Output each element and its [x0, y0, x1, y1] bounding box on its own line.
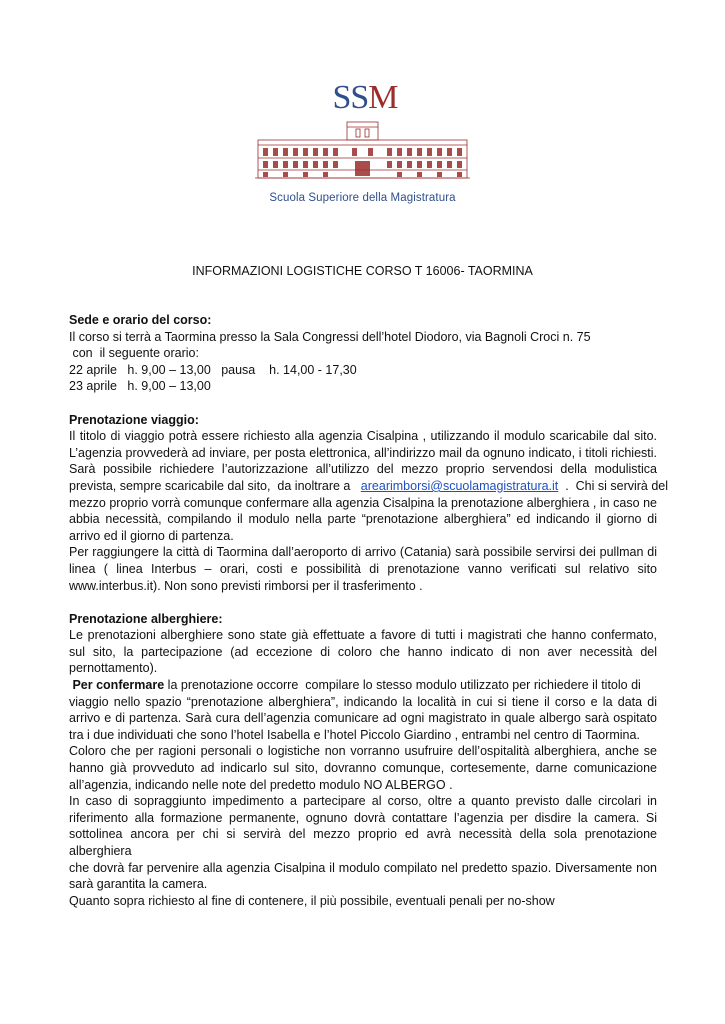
body-line: viaggio nello spazio “prenotazione alberghiera”, indicando la località in cui si tiene il corso e la data di — [69, 694, 657, 709]
body-line-email — [69, 478, 669, 495]
body-line: sottolinea ancora per chi si servirà del mezzo proprio ed avrà necessità della sola prenotazione alberghiera — [69, 827, 657, 858]
body-line: www.interbus.it). Non sono previsti rimborsi per il trasferimento . — [69, 578, 423, 593]
body-line: L’agenzia provvederà ad inviare, per posta elettronica, all’indirizzo mail da ognuno indicato, i titoli richiesti. — [69, 445, 657, 460]
body-line: sul sito, la partecipazione (ad eccezione di coloro che hanno indicato di non aver necessità del — [69, 644, 657, 659]
body-line: Le prenotazioni alberghiere sono state già effettuate a favore di tutti i magistrati che hanno confermato, — [69, 628, 657, 643]
building-illustration — [255, 120, 470, 180]
body-line: arrivo e di partenza. Sarà cura dell’agenzia comunicare ad ogni magistrato in quale albergo sarà ospitato — [69, 711, 657, 726]
body-line: Sarà possibile richiedere l’autorizzazione all’utilizzo del mezzo proprio servendosi della modulistica — [69, 462, 657, 477]
body-line: Coloro che per ragioni personali o logistiche non vorranno usufruire dell’ospitalità alberghiera, anche se — [69, 744, 657, 759]
body-line: Quanto sopra richiesto al fine di contenere, il più possibile, eventuali penali per no-show — [69, 893, 555, 908]
body-line: hanno già provveduto ad indicarlo sul sito, dovranno comunque, cortesemente, darne comunicazione — [69, 761, 657, 776]
ssm-logo — [255, 78, 470, 218]
logo-monogram — [325, 78, 405, 118]
body-text: la prenotazione occorre compilare lo stesso modulo utilizzato per richiedere il titolo di — [164, 678, 641, 693]
confirm-bold-text: Per confermare — [69, 678, 165, 693]
body-line: Il corso si terrà a Taormina presso la Sala Congressi dell’hotel Diodoro, via Bagnoli Croci n. 75 — [69, 329, 591, 344]
body-line: tra i due individuati che sono l’hotel Isabella e l’hotel Piccolo Giardino , entrambi nel centro di Taormina. — [69, 727, 640, 742]
body-line: Il titolo di viaggio potrà essere richiesto alla agenzia Cisalpina , utilizzando il modulo scaricabile dal sito. — [69, 429, 657, 444]
logo-school-name: Scuola Superiore della Magistratura — [269, 192, 456, 204]
body-line: all’agenzia, indicando nelle note del predetto modulo NO ALBERGO . — [69, 777, 453, 792]
body-line: Per raggiungere la città di Taormina dall’aeroporto di arrivo (Catania) sarà possibile servirsi dei pullman di — [69, 545, 657, 560]
body-line: mezzo proprio vorrà comunque confermare alla agenzia Cisalpina la prenotazione alberghiera , in caso ne — [69, 495, 657, 510]
body-line: In caso di sopraggiunto impedimento a partecipare al corso, oltre a quanto previsto dalle circolari in — [69, 794, 657, 809]
body-line: con il seguente orario: — [69, 346, 199, 361]
logo-letters-ss: SS — [332, 79, 369, 116]
body-line-confirm — [69, 677, 657, 694]
body-line: sarà garantita la camera. — [69, 877, 208, 892]
body-line: pernottamento). — [69, 661, 158, 676]
body-line: abbia necessità, compilando il modulo nella parte “prenotazione alberghiera” ed indicando il giorno di — [69, 512, 657, 527]
section-heading-sede: Sede e orario del corso: — [69, 313, 212, 327]
body-line: linea ( linea Interbus – orari, costi e possibilità di prenotazione vanno verificati sul relativo sito — [69, 561, 657, 576]
email-link[interactable]: arearimborsi@scuolamagistratura.it — [360, 478, 559, 493]
body-text: prevista, sempre scaricabile dal sito, da inoltrare a — [69, 478, 361, 493]
body-line: arrivo ed il giorno di partenza. — [69, 528, 234, 543]
document-title: INFORMAZIONI LOGISTICHE CORSO T 16006- TAORMINA — [192, 264, 533, 278]
body-line: che dovrà far pervenire alla agenzia Cisalpina il modulo compilato nel predetto spazio. Diversamente non — [69, 860, 657, 875]
document-body — [69, 312, 669, 909]
section-heading-viaggio: Prenotazione viaggio: — [69, 412, 199, 427]
body-line: 23 aprile h. 9,00 – 13,00 — [69, 379, 211, 394]
body-line: 22 aprile h. 9,00 – 13,00 pausa h. 14,00 - 17,30 — [69, 362, 357, 377]
body-line: riferimento alla formazione permanente, ognuno dovrà contattare l’agenzia per disdire la camera. Si — [69, 810, 657, 825]
section-heading-alberghiere: Prenotazione alberghiere: — [69, 611, 223, 626]
body-text: . Chi si servirà del — [558, 478, 669, 493]
logo-letter-m: M — [368, 79, 398, 116]
